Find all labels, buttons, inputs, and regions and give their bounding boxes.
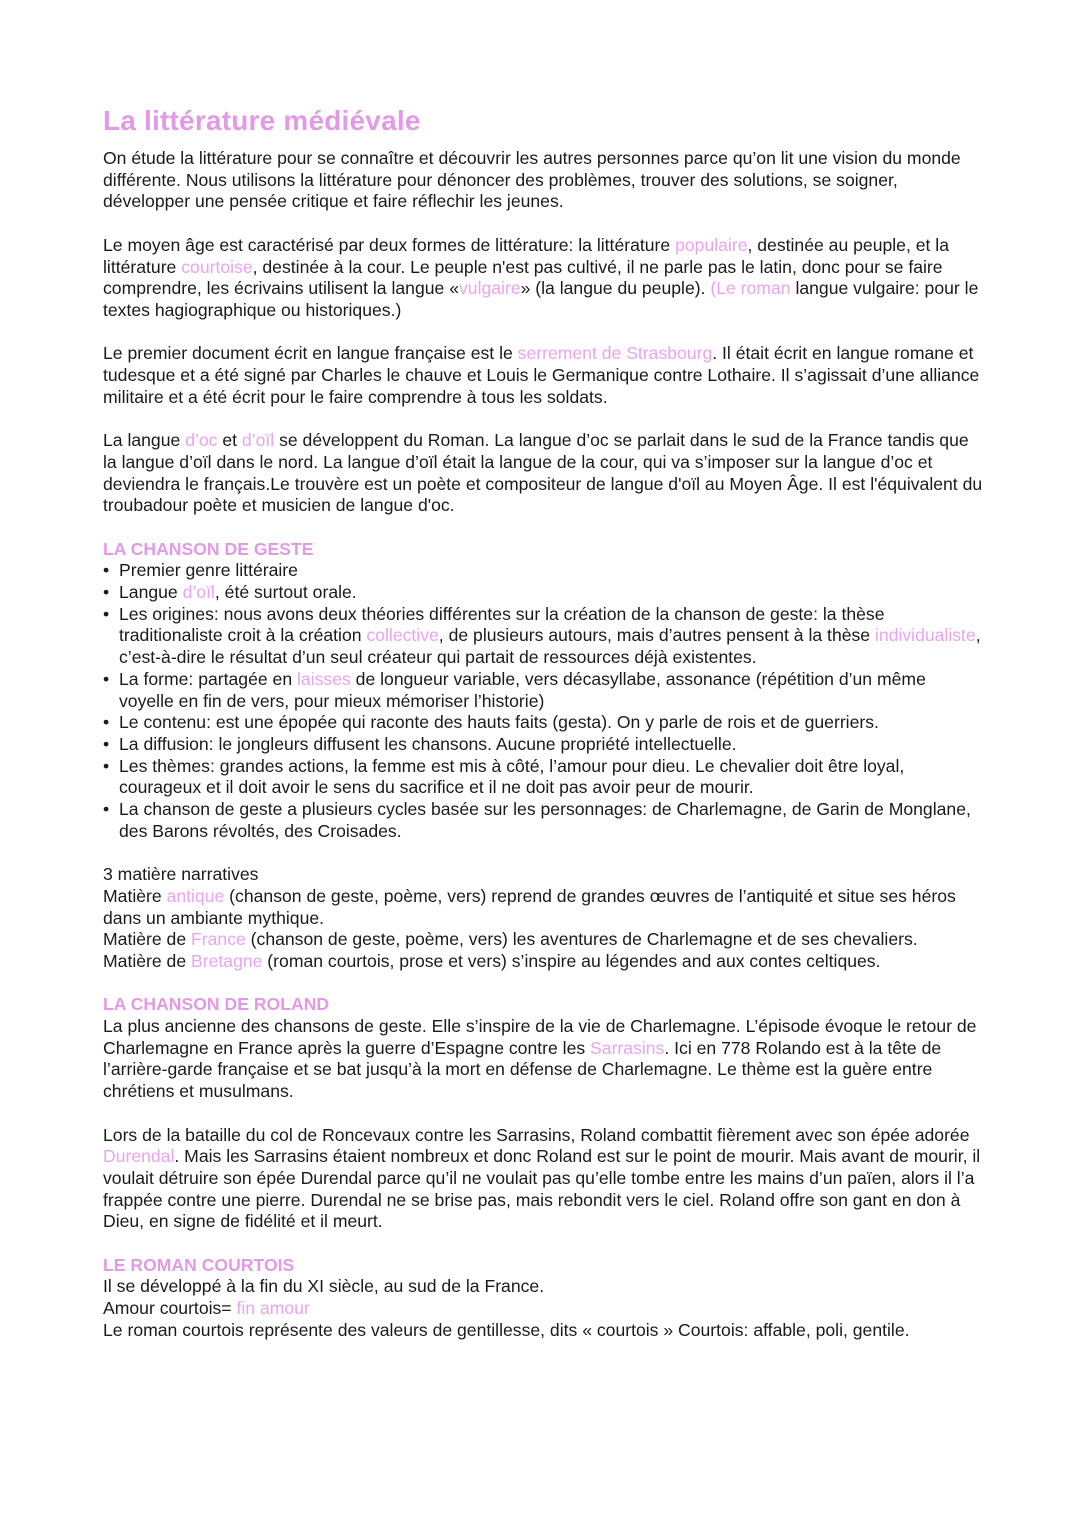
text: Les origines: nous avons deux théories différentes sur la création de la chanson de geste: la thèse traditionaliste croit à la création bbox=[119, 603, 885, 646]
text: (chanson de geste, poème, vers) reprend de grandes œuvres de l’antiquité et situe ses héros dans un ambiante mythique. bbox=[103, 885, 956, 928]
spacer bbox=[103, 1233, 983, 1255]
highlight-france: France bbox=[191, 929, 246, 950]
text: Lors de la bataille du col de Roncevaux contre les Sarrasins, Roland combattit fièrement avec son épée adorée bbox=[103, 1124, 970, 1145]
highlight-populaire: populaire bbox=[675, 234, 748, 255]
highlight-individualiste: individualiste bbox=[874, 625, 976, 646]
highlight-laisses: laisses bbox=[297, 668, 351, 689]
text: Amour courtois= bbox=[103, 1298, 237, 1319]
text: . Mais les Sarrasins étaient nombreux et donc Roland est sur le point de mourir. Mais avant de mourir, il voulait détruire son épée Durendal parce qu’il ne voulait pas qu’elle tombe entre les mains d’un païen, alors il l’a frappée contre une pierre. Durendal ne se brise pas, mais rebondit vers le ciel. Roland offre son gant en don à Dieu, en signe de fidélité et il meurt. bbox=[103, 1146, 981, 1232]
text: Langue bbox=[119, 582, 183, 602]
list-item: • La chanson de geste a plusieurs cycles basée sur les personnages: de Charlemagne, de Garin de Monglane, des Barons révoltés, des Croisades. bbox=[103, 799, 983, 842]
intro-paragraph-4 bbox=[103, 430, 983, 517]
text: , c’est-à-dire le résultat d’un seul créateur qui partait de ressources déjà existentes. bbox=[119, 625, 981, 668]
courtois-line-2 bbox=[103, 1298, 983, 1320]
spacer bbox=[103, 517, 983, 539]
intro-paragraph-2 bbox=[103, 235, 983, 322]
list-item: • Les thèmes: grandes actions, la femme est mis à côté, l’amour pour dieu. Le chevalier doit être loyal, courageux et il doit avoir le sens du sacrifice et il ne doit pas avoir peur de mourir. bbox=[103, 756, 983, 799]
spacer bbox=[103, 842, 983, 864]
highlight-courtoise: courtoise bbox=[181, 256, 253, 277]
text: se développent du Roman. La langue d’oc se parlait dans le sud de la France tandis que la langue d’oïl dans le nord. La langue d’oïl était la langue de la cour, qui va s’imposer sur la langue d’oc et deviendra le français.Le trouvère est un poète et compositeur de langue d'oïl au Moyen Âge. Il est l'équivalent du troubadour poète et musicien de langue d'oc. bbox=[103, 430, 983, 516]
text: La plus ancienne des chansons de geste. Elle s’inspire de la vie de Charlemagne. L’épisode évoque le retour de Charlemagne en France après la guerre d’Espagne contre les bbox=[103, 1016, 977, 1058]
highlight-vulgaire: vulgaire bbox=[458, 278, 521, 299]
text: Le premier document écrit en langue française est le bbox=[103, 343, 518, 364]
list-item: • La diffusion: le jongleurs diffusent les chansons. Aucune propriété intellectuelle. bbox=[103, 734, 983, 756]
spacer bbox=[103, 322, 983, 344]
roland-paragraph-1 bbox=[103, 1016, 983, 1103]
text: La forme: partagée en bbox=[119, 668, 298, 689]
text: Le moyen âge est caractérisé par deux formes de littérature: la littérature bbox=[103, 234, 676, 255]
text: , destinée au peuple, et la littérature bbox=[103, 234, 949, 277]
text: , destinée à la cour. Le peuple n'est pas cultivé, il ne parle pas le latin, donc pour se faire comprendre, les écrivains utilisent la langue « bbox=[103, 256, 943, 299]
section-heading-chanson-de-geste: LA CHANSON DE GESTE bbox=[103, 538, 314, 559]
text: . Ici en 778 Rolando est à la tête de l’arrière-garde française et se bat jusqu’à la mort en défense de Charlemagne. Le thème est la guère entre chrétiens et musulmans. bbox=[103, 1037, 942, 1102]
text: Matière de bbox=[103, 950, 192, 971]
text: Matière de bbox=[103, 929, 192, 950]
highlight-sarrasins: Sarrasins bbox=[590, 1037, 665, 1058]
text: , de plusieurs autours, mais d’autres pensent à la thèse bbox=[438, 625, 875, 646]
highlight-fin-amour: fin amour bbox=[236, 1298, 310, 1319]
text: (roman courtois, prose et vers) s’inspire au légendes and aux contes celtiques. bbox=[262, 950, 881, 971]
text: Matière bbox=[103, 885, 167, 906]
highlight-antique: antique bbox=[166, 885, 225, 906]
matiere-bretagne bbox=[103, 951, 983, 973]
text: . Il était écrit en langue romane et tudesque et a été signé par Charles le chauve et Louis le Germanique contre Lothaire. Il s’agissait d’une alliance militaire et a été écrit pour le faire comprendre à tous les soldats. bbox=[103, 343, 980, 407]
highlight-collective: collective bbox=[366, 625, 439, 646]
list-item: • Le contenu: est une épopée qui raconte des hauts faits (gesta). On y parle de rois et de guerriers. bbox=[103, 712, 983, 734]
text: La langue bbox=[103, 430, 186, 451]
text: , été surtout orale. bbox=[214, 582, 357, 602]
list-item bbox=[103, 669, 983, 712]
text: de longueur variable, vers décasyllabe, assonance (répétition d’un même voyelle en fin de vers, pour mieux mémoriser l’historie) bbox=[119, 668, 926, 711]
highlight-durendal: Durendal bbox=[103, 1146, 175, 1167]
section-heading-roman-courtois: LE ROMAN COURTOIS bbox=[103, 1254, 295, 1275]
text: (chanson de geste, poème, vers) les aventures de Charlemagne et de ses chevaliers. bbox=[245, 929, 918, 950]
spacer bbox=[103, 973, 983, 995]
text: et bbox=[217, 430, 242, 451]
text: langue vulgaire: pour le textes hagiographique ou historiques.) bbox=[103, 278, 979, 320]
intro-paragraph-1: On étude la littérature pour se connaître et découvrir les autres personnes parce qu’on lit une vision du monde différente. Nous utilisons la littérature pour dénoncer des problèmes, trouver des solutions, se soigner, développer une pensée critique et faire réflechir les jeunes. bbox=[103, 148, 961, 212]
list-item bbox=[103, 604, 983, 669]
highlight-doil: d’oïl bbox=[182, 582, 215, 602]
spacer bbox=[103, 213, 983, 235]
roland-paragraph-2 bbox=[103, 1125, 983, 1234]
highlight-doc: d’oc bbox=[185, 430, 218, 451]
highlight-doil: d’oïl bbox=[241, 430, 275, 451]
intro-paragraph-3 bbox=[103, 343, 983, 408]
matieres-title: 3 matière narratives bbox=[103, 864, 259, 885]
list-item bbox=[103, 582, 983, 604]
document-page bbox=[103, 104, 983, 1342]
geste-bullet-list bbox=[103, 560, 983, 842]
highlight-serrement: serrement de Strasbourg bbox=[517, 343, 713, 364]
highlight-le-roman: (Le roman bbox=[710, 278, 791, 299]
courtois-line-1: Il se développé à la fin du XI siècle, au sud de la France. bbox=[103, 1276, 545, 1297]
spacer bbox=[103, 408, 983, 430]
matiere-france bbox=[103, 929, 983, 951]
text: » (la langue du peuple). bbox=[520, 278, 711, 299]
spacer bbox=[103, 1103, 983, 1125]
highlight-bretagne: Bretagne bbox=[191, 950, 263, 971]
matiere-antique bbox=[103, 886, 983, 929]
page-title: La littérature médiévale bbox=[103, 105, 421, 136]
courtois-line-3: Le roman courtois représente des valeurs de gentillesse, dits « courtois » Courtois: affable, poli, gentile. bbox=[103, 1319, 910, 1340]
section-heading-chanson-de-roland: LA CHANSON DE ROLAND bbox=[103, 994, 330, 1015]
list-item: • Premier genre littéraire bbox=[103, 560, 983, 582]
